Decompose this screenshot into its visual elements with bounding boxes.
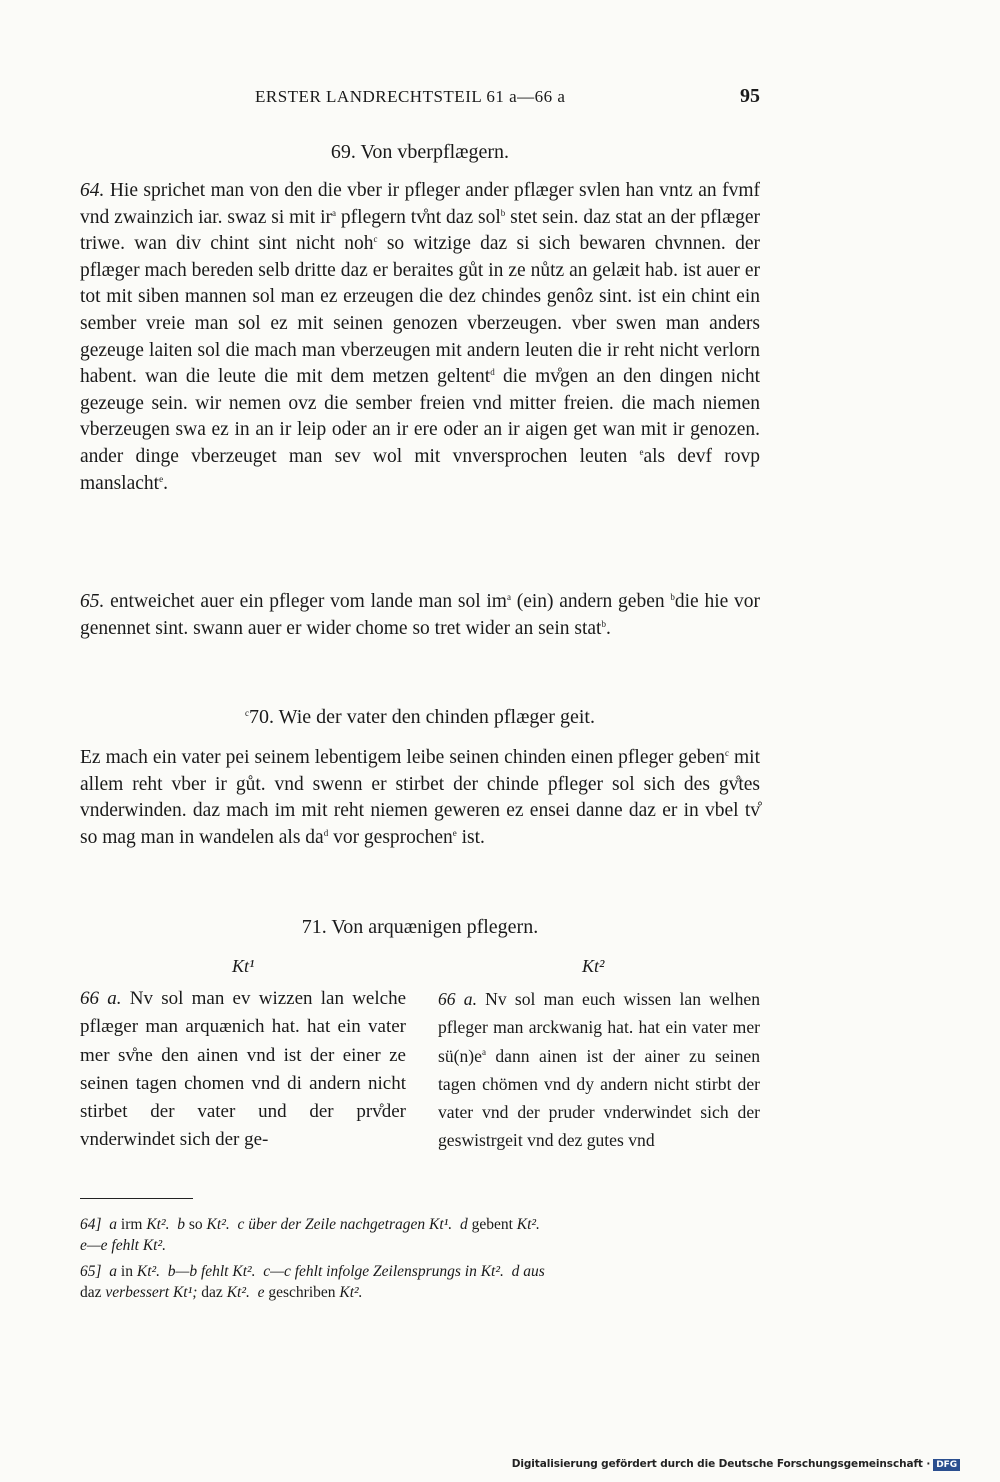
text-run: (ein) andern geben <box>510 591 671 612</box>
siglum: Kt². <box>516 1216 540 1233</box>
footnote-text: c über der Zeile nachgetragen Kt¹. <box>237 1216 453 1233</box>
text-run: Nv sol man ev wizzen lan welche pflæger man arquænich hat. hat ein vater mer sv̊ne den ainen vnd ist der einer ze seinen tagen chomen vnd di andern nicht stirbet der vater und der prv̊der vnderwindet sich der ge- <box>80 988 407 1151</box>
footnote-marker: e <box>159 473 164 484</box>
siglum: Kt². <box>206 1216 230 1233</box>
text-run: stet sein. daz stat an der pflæger triwe. wan div chint sint nicht noh <box>80 206 760 255</box>
footnote-marker: d <box>323 827 329 838</box>
footnote-65 <box>80 1261 780 1303</box>
footnote-ref: 65] <box>80 1263 102 1280</box>
footnote-text: d aus <box>511 1263 545 1280</box>
footnote-marker: a <box>481 1046 486 1057</box>
footnote-text: e—e fehlt Kt². <box>80 1237 167 1254</box>
text-run: als devf rovp manslacht <box>80 445 760 494</box>
footnote-text: irm <box>117 1216 147 1233</box>
text-run: pflegern tv̊nt daz sol <box>336 206 501 228</box>
footnote-marker: d <box>490 367 495 378</box>
paragraph-number: 66 a. <box>80 988 122 1009</box>
dfg-logo: DFG <box>933 1459 960 1471</box>
column-kt2 <box>438 985 760 1155</box>
paragraph-number: 64. <box>80 180 105 201</box>
page-number: 95 <box>740 85 760 107</box>
footnote-text: geschriben <box>264 1284 340 1301</box>
footnote-letter: e <box>257 1284 265 1301</box>
footnote-text: c—c fehlt infolge Zeilensprungs in Kt². <box>263 1263 504 1280</box>
siglum: Kt². <box>146 1216 170 1233</box>
footnote-marker: b <box>601 618 606 629</box>
digitization-credit <box>512 1458 960 1471</box>
footnote-text: verbessert Kt¹; <box>105 1284 198 1301</box>
footnote-letter: d <box>459 1216 468 1233</box>
section-heading-69: 69. Von vberpflægern. <box>330 141 510 163</box>
footnote-text: daz <box>80 1284 106 1301</box>
paragraph-70 <box>80 745 760 851</box>
credit-text: Digitalisierung gefördert durch die Deutsche Forschungsgemeinschaft · <box>511 1458 931 1470</box>
footnote-text: so <box>185 1216 207 1233</box>
footnote-marker: b <box>670 592 675 602</box>
text-run: die mv̊gen an den dingen nicht gezeuge sein. wir nemen ovz die sember freien vnd mitter freien. die mach niemen vberzeugen swa ez in an ir leip oder an ir ere oder an ir aigen get wan mit ir genozen. ander dinge vberzeuget man sev wol mit vnversprochen leuten <box>80 366 760 467</box>
text-run: Nv sol man euch wissen lan welhen pfleger man arckwanig hat. hat ein vater mer sü(n)e <box>438 989 760 1066</box>
text-run: . <box>605 617 611 639</box>
text-run: mit allem reht vber ir gůt. vnd swenn er stirbet der chinde pfleger sol sich des gv̊tes vnderwinden. daz mach im mit reht niemen geweren ez ensei danne daz er in vbel tv̊ so mag man in wandelen als da <box>80 747 760 848</box>
text-run: Hie sprichet man von den die vber ir pfleger ander pflæger svlen han vntz an fvmf vnd zwainzich iar. swaz si mit ir <box>80 180 760 228</box>
running-title: ERSTER LANDRECHTSTEIL 61 a—66 a <box>255 87 566 106</box>
column-label-kt1: Kt¹ <box>232 956 255 976</box>
siglum: Kt². <box>226 1284 250 1301</box>
text-run: dann ainen ist der ainer zu seinen tagen chömen vnd dy andern nicht stirbt der vater vnd der pruder vnderwindet sich der geswistrgeit vnd dez gutes vnd <box>438 1045 760 1151</box>
column-label-kt2: Kt² <box>582 956 605 976</box>
section-heading-70 <box>80 703 760 731</box>
footnote-marker: e <box>452 827 457 838</box>
paragraph-64 <box>80 178 760 497</box>
footnote-ref: 64] <box>80 1216 102 1233</box>
footnote-marker: c <box>245 708 250 718</box>
paragraph-65 <box>80 589 760 642</box>
running-header <box>80 87 760 115</box>
footnote-letter: a <box>109 1263 118 1280</box>
footnote-marker: a <box>332 207 337 218</box>
footnote-marker: c <box>373 234 378 245</box>
column-kt1 <box>80 985 406 1155</box>
footnote-marker: e <box>639 446 644 457</box>
heading-text: 70. Wie der vater den chinden pflæger geit. <box>249 706 595 728</box>
footnote-marker: b <box>500 207 506 218</box>
footnote-letter: b <box>177 1216 185 1233</box>
text-run: vor gesprochen <box>328 826 453 848</box>
text-run: entweichet auer ein pfleger vom lande man sol im <box>104 591 507 612</box>
text-run: . <box>163 472 168 494</box>
footnote-text: in <box>117 1263 137 1280</box>
footnote-rule <box>80 1198 193 1199</box>
text-run: so witzige daz si sich bewaren chvnnen. der pflæger mach bereden selb dritte daz er beraites gůt in ze nůtz an gelæit hab. ist auer er tot mit siben mannen sol man ez erzeugen die dez chindes genôz sint. ist ein chint ein sember vreie man sol ez mit seinen genozen vberzeugen. vber swen man anders gezeuge laiten sol die mach man vberzeugen mit andern leuten die ir reht nicht verlorn habent. wan die leute die mit dem metzen geltent <box>80 233 760 388</box>
footnote-64 <box>80 1214 780 1256</box>
section-heading-71: 71. Von arquænigen pflegern. <box>301 916 539 938</box>
footnote-marker: a <box>506 592 511 602</box>
footnote-letter: a <box>109 1216 118 1233</box>
footnote-text: b—b fehlt Kt². <box>167 1263 256 1280</box>
text-run: Ez mach ein vater pei seinem lebentigem leibe seinen chinden einen pfleger geben <box>80 747 725 768</box>
footnote-marker: c <box>724 748 729 758</box>
footnote-text: daz <box>197 1284 227 1301</box>
paragraph-number: 66 a. <box>438 989 477 1009</box>
text-run: die hie vor genennet sint. swann auer er wider chome so tret wider an sein stat <box>80 591 761 639</box>
siglum: Kt². <box>136 1263 161 1280</box>
footnote-text: gebent <box>467 1216 517 1233</box>
siglum: Kt². <box>339 1284 363 1301</box>
text-run: ist. <box>456 826 485 848</box>
paragraph-number: 65. <box>80 591 105 612</box>
